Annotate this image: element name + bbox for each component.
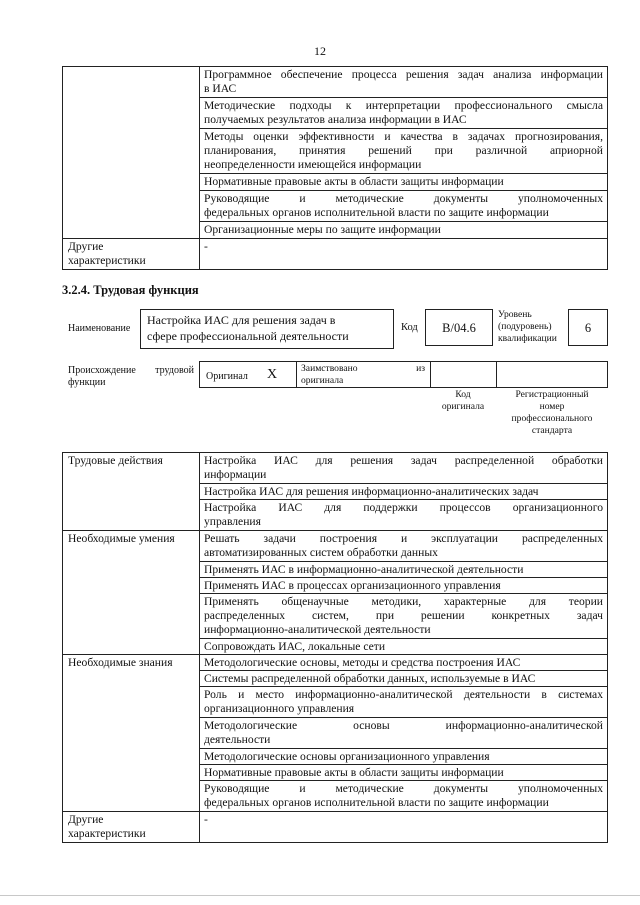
labor-actions-label: Трудовые действия [63, 453, 200, 531]
other-characteristics-value: - [200, 239, 608, 270]
other-characteristics-value: - [200, 812, 608, 843]
required-knowledge-label: Необходимые знания [63, 655, 200, 812]
table-row: Настройка ИАС для поддержки процессов организационного управления [200, 500, 608, 531]
function-name-box: Настройка ИАС для решения задач в сфере профессиональной деятельности [140, 309, 394, 349]
page-number: 12 [314, 44, 326, 58]
page-bottom-rule [0, 895, 640, 896]
section-heading: 3.2.4. Трудовая функция [62, 283, 199, 297]
table-row: Организационные меры по защите информации [200, 222, 608, 239]
labor-function-table [62, 452, 608, 843]
empty-label-cell [63, 67, 200, 239]
code-label: Код [401, 322, 418, 333]
table-row: Роль и место информационно-аналитической деятельности в системах организационного управления [200, 687, 608, 718]
table-row: Методические подходы к интерпретации профессионального смысла получаемых результатов анализа информации в ИАС [200, 98, 608, 129]
table-row: Нормативные правовые акты в области защиты информации [200, 174, 608, 191]
level-label: Уровень (подуровень) квалификации [498, 309, 557, 344]
knowledge-continuation-table [62, 66, 608, 270]
function-code-box: В/04.6 [425, 309, 493, 346]
table-row: Методы оценки эффективности и качества в задачах прогнозирования, планирования, принятия решений при различной априорной неопределенности имеющейся информации [200, 129, 608, 174]
table-row: Настройка ИАС для решения задач распределенной обработки информации [200, 453, 608, 484]
qualification-level-box: 6 [568, 309, 608, 346]
name-label: Наименование [68, 323, 131, 334]
table-row: Решать задачи построения и эксплуатации распределенных автоматизированных систем обработки данных [200, 531, 608, 562]
table-row: Методологические основы, методы и средства построения ИАС [200, 655, 608, 671]
registration-number-caption: Регистрационный номер профессионального стандарта [511, 389, 593, 436]
code-original-caption: Код оригинала [441, 389, 485, 412]
table-row: Руководящие и методические документы уполномоченных федеральных органов исполнительной власти по защите информации [200, 191, 608, 222]
table-row: Применять общенаучные методики, характерные для теории распределенных систем, при решении конкретных задач информационно-аналитической деятельности [200, 594, 608, 639]
origin-label: Происхождение трудовой функции [68, 365, 194, 388]
original-label: Оригинал [206, 371, 248, 382]
table-row: Применять ИАС в процессах организационного управления [200, 578, 608, 594]
table-row: Настройка ИАС для решения информационно-аналитических задач [200, 484, 608, 500]
table-row: Нормативные правовые акты в области защиты информации [200, 765, 608, 781]
table-row: Системы распределенной обработки данных, используемые в ИАС [200, 671, 608, 687]
table-row: Методологические основы информационно-аналитической деятельности [200, 718, 608, 749]
required-skills-label: Необходимые умения [63, 531, 200, 655]
borrowed-label: Заимствовано из оригинала [301, 363, 425, 386]
table-row: Применять ИАС в информационно-аналитической деятельности [200, 562, 608, 578]
table-row: Программное обеспечение процесса решения задач анализа информации в ИАС [200, 67, 608, 98]
table-row: Методологические основы организационного управления [200, 749, 608, 765]
table-row: Сопровождать ИАС, локальные сети [200, 639, 608, 655]
table-row: Руководящие и методические документы уполномоченных федеральных органов исполнительной власти по защите информации [200, 781, 608, 812]
other-characteristics-label: Другие характеристики [63, 812, 200, 843]
other-characteristics-label: Другие характеристики [63, 239, 200, 270]
original-mark: X [267, 367, 278, 382]
